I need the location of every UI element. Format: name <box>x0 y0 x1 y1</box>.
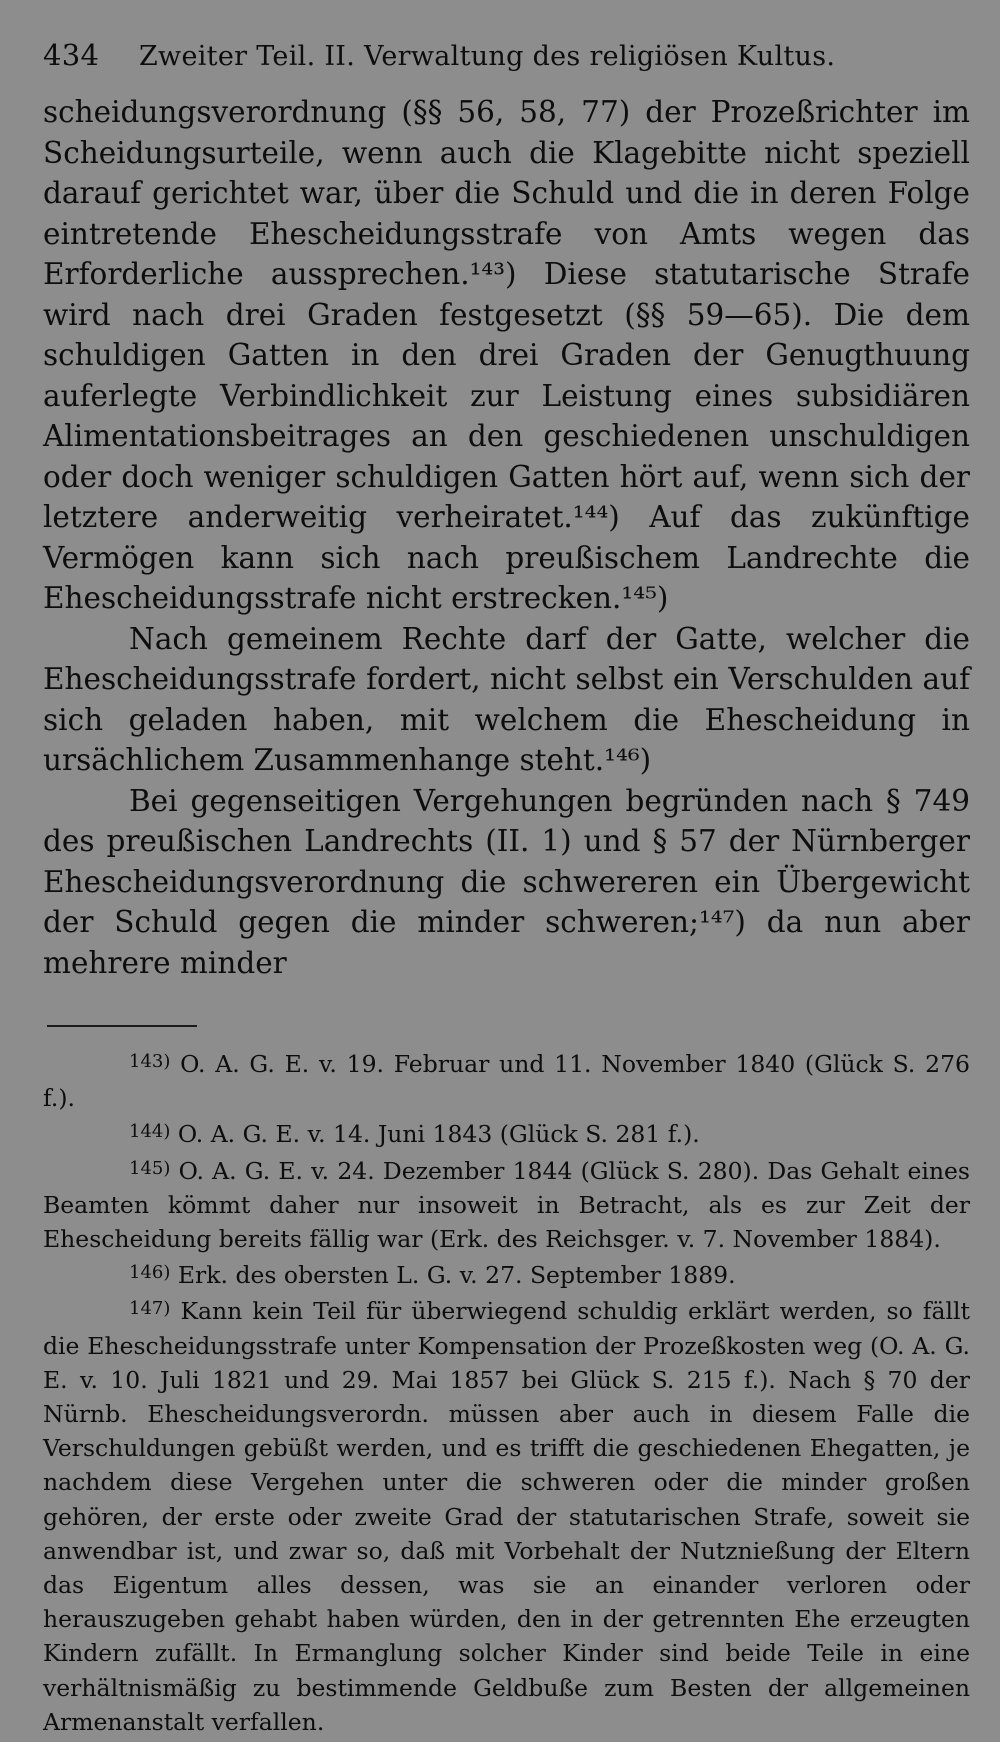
footnote-143 <box>43 1045 970 1115</box>
running-title: Zweiter Teil. II. Verwaltung des religiösen Kultus. <box>139 41 836 72</box>
page-number: 434 <box>43 38 100 72</box>
footnote-text: O. A. G. E. v. 14. Juni 1843 (Glück S. 281 f.). <box>177 1120 700 1149</box>
footnote-147 <box>43 1292 970 1739</box>
paragraph-1: scheidungsverordnung (§§ 56, 58, 77) der Prozeßrichter im Scheidungsurteile, wenn auch die Klagebitte nicht speziell darauf gerichtet war, über die Schuld und die in deren Folge eintretende Ehescheidungsstrafe von Amts wegen das Erforderliche aussprechen.¹⁴³) Diese statutarische Strafe wird nach drei Graden festgesetzt (§§ 59—65). Die dem schuldigen Gatten in den drei Graden der Genugthuung auferlegte Verbindlichkeit zur Leistung eines subsidiären Alimentationsbeitrages an den geschiedenen unschuldigen oder doch weniger schuldigen Gatten hört auf, wenn sich der letztere anderweitig verheiratet.¹⁴⁴) Auf das zukünftige Vermögen kann sich nach preußischem Landrechte die Ehescheidungsstrafe nicht erstrecken.¹⁴⁵) <box>43 95 970 615</box>
running-header <box>43 38 970 92</box>
footnote-mark: 147) <box>129 1298 171 1320</box>
paragraph-2: Nach gemeinem Rechte darf der Gatte, welcher die Ehescheidungsstrafe fordert, nicht selbst ein Verschulden auf sich geladen haben, mit welchem die Ehescheidung in ursächlichem Zusammenhange steht.¹⁴⁶) <box>43 621 970 777</box>
footnote-mark: 145) <box>129 1157 171 1179</box>
footnote-text: Kann kein Teil für überwiegend schuldig erklärt werden, so fällt die Ehescheidungsstrafe unter Kompensation der Prozeßkosten weg (O. A. G. E. v. 10. Juli 1821 und 29. Mai 1857 bei Glück S. 215 f.). Nach § 70 der Nürnb. Ehescheidungsverordn. müssen aber auch in diesem Falle die Verschuldungen gebüßt werden, und es trifft die geschiedenen Ehegatten, je nachdem diese Vergehen unter die schweren oder die minder großen gehören, der erste oder zweite Grad der statutarischen Strafe, soweit sie anwendbar ist, und zwar so, daß mit Vorbehalt der Nutznießung der Eltern das Eigentum alles dessen, was sie an einander verloren oder herauszugeben gehabt haben würden, den in der getrennten Ehe erzeugten Kindern zufällt. In Ermanglung solcher Kinder sind beide Teile in eine verhältnismäßig zu bestimmende Geldbuße zum Besten der allgemeinen Armenanstalt verfallen. <box>43 1297 970 1736</box>
footnotes <box>43 1045 970 1739</box>
footnote-145 <box>43 1152 970 1257</box>
footnote-mark: 143) <box>129 1051 171 1072</box>
footnote-text: O. A. G. E. v. 24. Dezember 1844 (Glück S. 280). Das Gehalt eines Beamten kömmt daher nur insoweit in Betracht, als es zur Zeit der Ehescheidung bereits fällig war (Erk. des Reichsger. v. 7. November 1884). <box>43 1156 970 1254</box>
footnote-146 <box>43 1256 970 1292</box>
footnote-mark: 146) <box>129 1262 171 1284</box>
footnote-text: Erk. des obersten L. G. v. 27. September 1889. <box>177 1261 736 1290</box>
footnote-144 <box>43 1115 970 1151</box>
footnote-separator <box>47 1025 197 1027</box>
main-text <box>43 92 970 983</box>
footnote-text: O. A. G. E. v. 19. Februar und 11. November 1840 (Glück S. 276 f.). <box>43 1050 970 1113</box>
footnote-mark: 144) <box>129 1121 171 1143</box>
paragraph-3: Bei gegenseitigen Vergehungen begründen nach § 749 des preußischen Landrechts (II. 1) und § 57 der Nürnberger Ehescheidungsverordnung die schwereren ein Übergewicht der Schuld gegen die minder schweren;¹⁴⁷) da nun aber mehrere minder <box>43 783 970 980</box>
